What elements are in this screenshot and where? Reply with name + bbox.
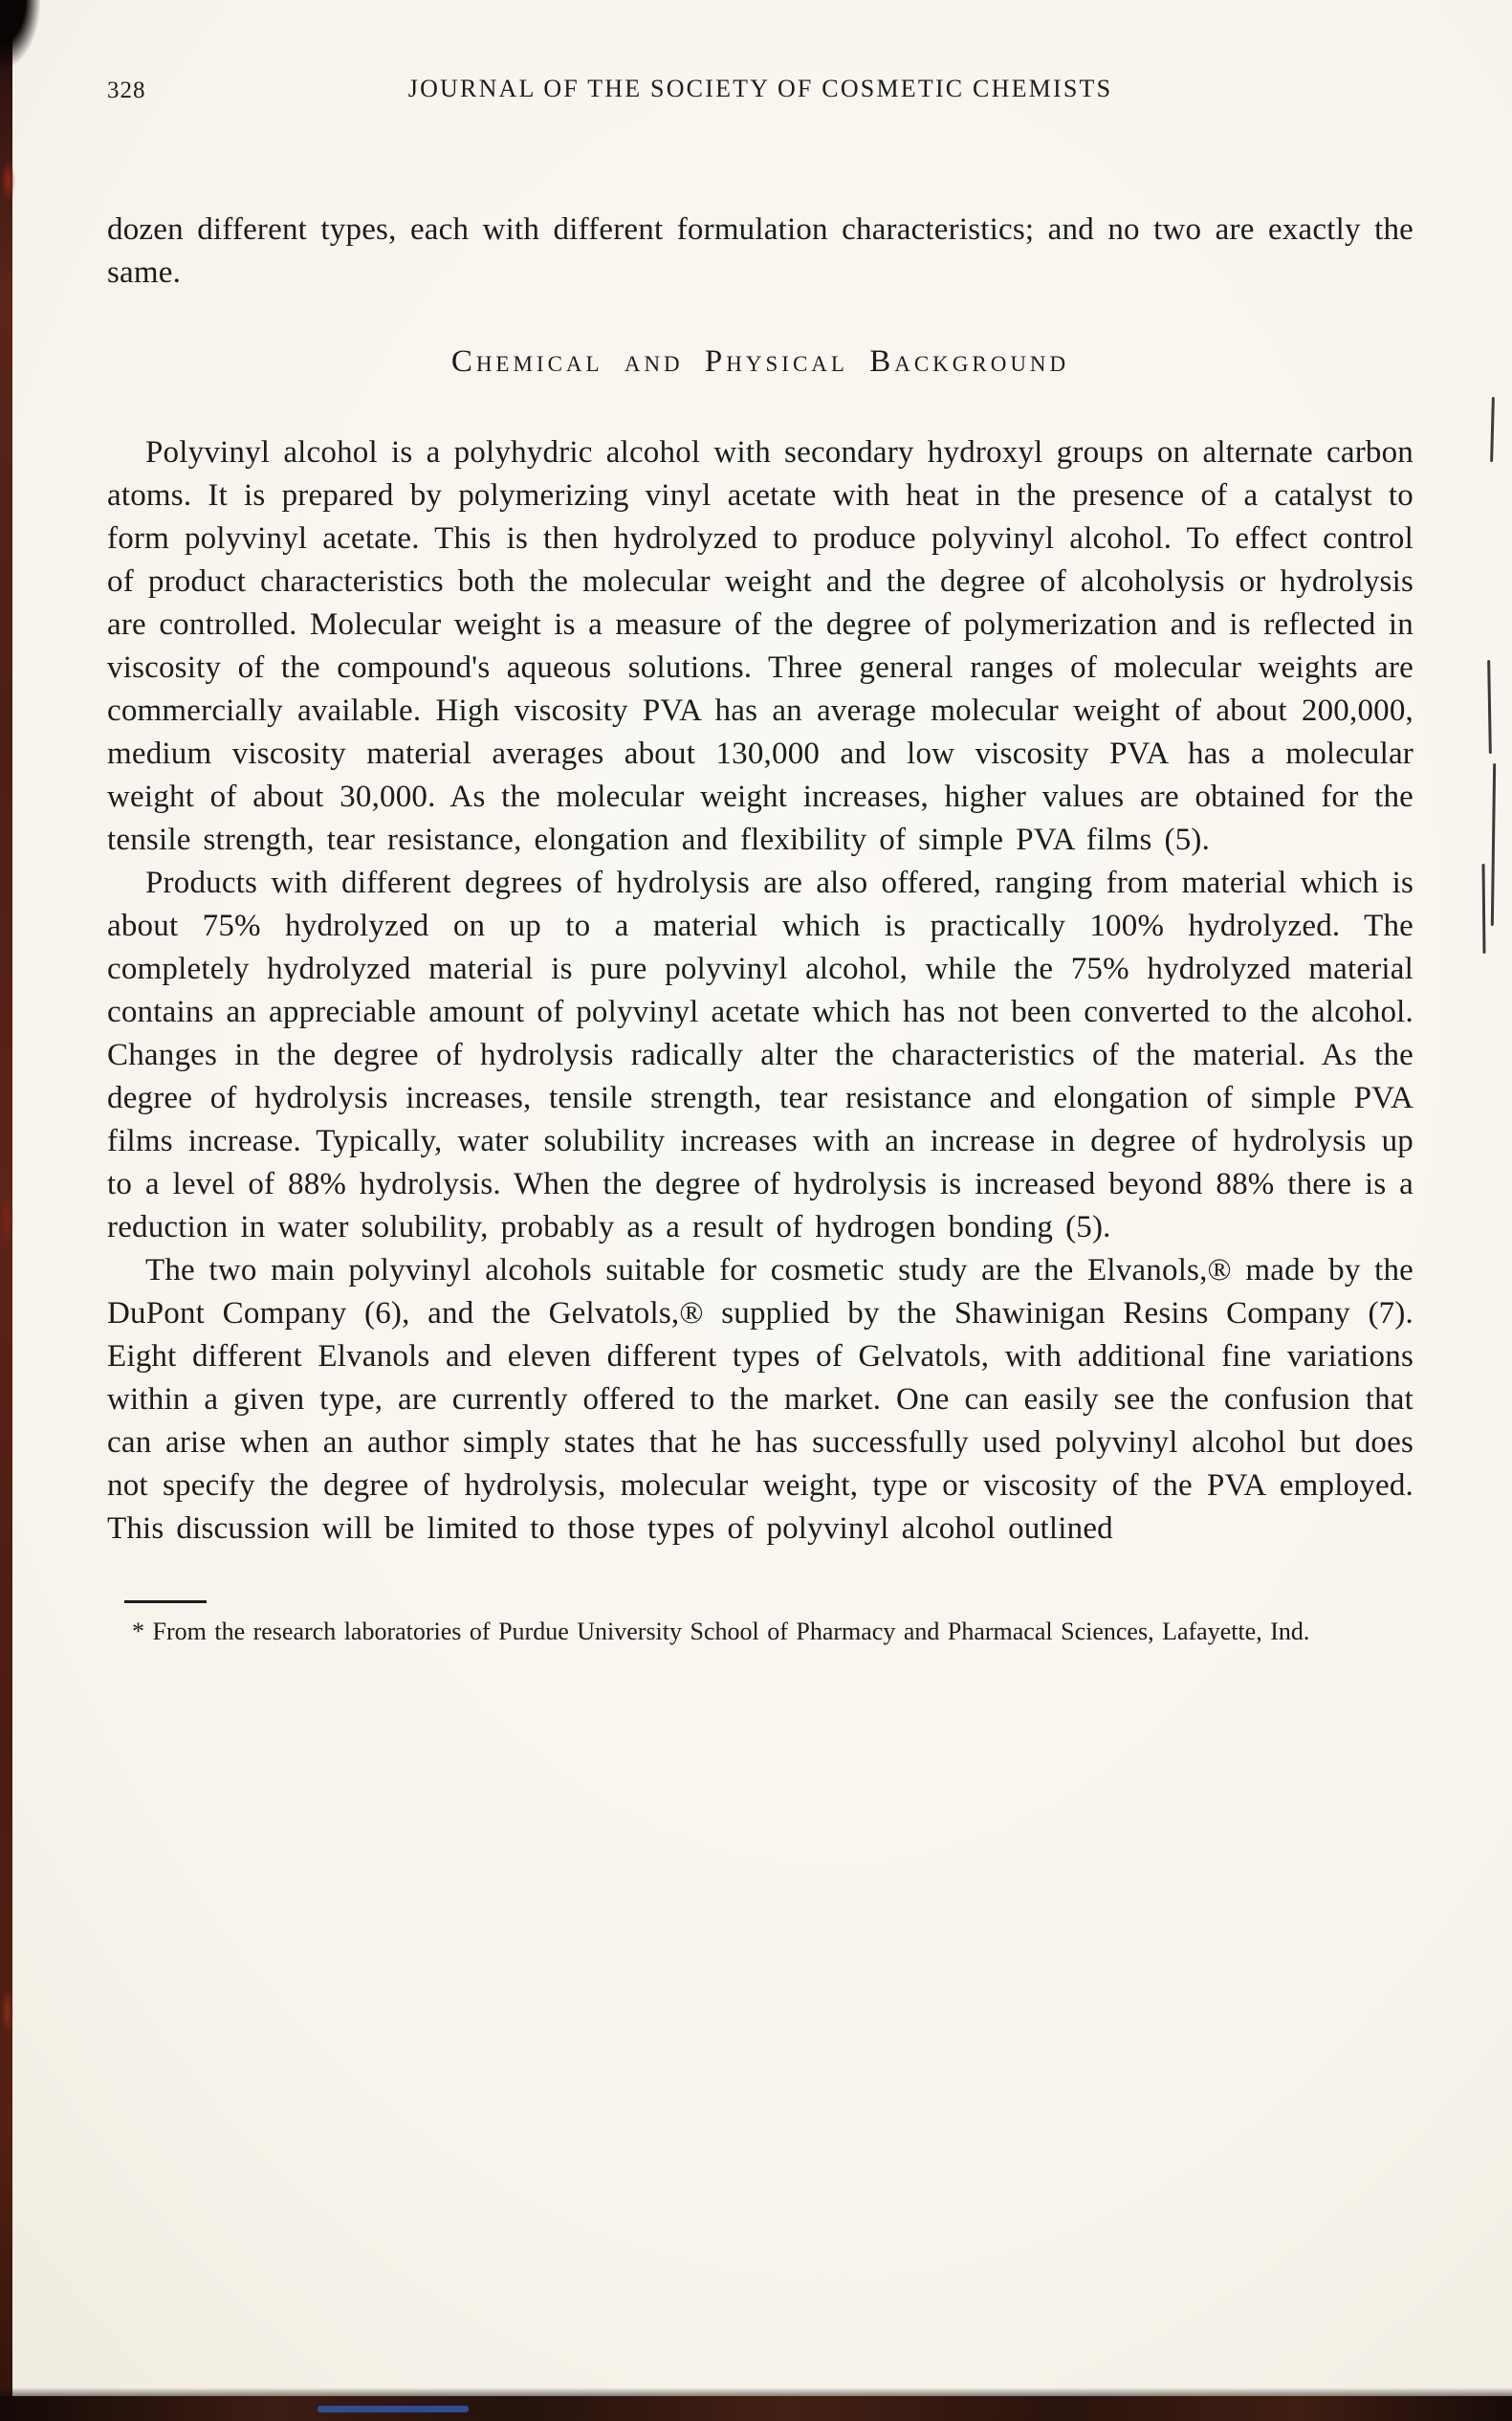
footnote: * From the research laboratories of Purdue University School of Pharmacy and Pharmacal Sciences, Lafayette, Ind. [132,1618,1310,1645]
margin-annotation-mark [1490,397,1495,462]
edge-ink-blot [1,1988,13,2036]
article-body [107,209,1413,1649]
scan-corner-smudge [0,0,40,69]
edge-ink-blot [1,159,15,203]
margin-annotation-mark [1491,763,1496,926]
margin-annotation-mark [1487,660,1492,754]
running-head [107,75,1413,109]
paragraph: The two main polyvinyl alcohols suitable for cosmetic study are the Elvanols,® made by the DuPont Company (6), and the Gelvatols,® supplied by the Shawinigan Resins Company (7). Eight different Elvanols and eleven different types of Gelvatols, with additional fine variations within a given type, are currently offered to the market. One can easily see the confusion that can arise when an author simply states that he has successfully used polyvinyl alcohol but does not specify the degree of hydrolysis, molecular weight, type or viscosity of the PVA employed. This discussion will be limited to those types of polyvinyl alcohol outlined [107,1253,1413,1546]
edge-ink-blot [0,1192,13,1247]
paragraph: Products with different degrees of hydrolysis are also offered, ranging from material which is about 75% hydrolyzed on up to a material which is practically 100% hydrolyzed. The completely hydrolyzed material is pure polyvinyl alcohol, while the 75% hydrolyzed material contains an appreciable amount of polyvinyl acetate which has not been converted to the alcohol. Changes in the degree of hydrolysis radically alter the characteristics of the material. As the degree of hydrolysis increases, tensile strength, tear resistance and elongation of simple PVA films increase. Typically, water solubility increases with an increase in degree of hydrolysis up to a level of 88% hydrolysis. When the degree of hydrolysis is increased beyond 88% there is a reduction in water solubility, probably as a result of hydrogen bonding (5). [107,866,1413,1244]
scan-edge-bottom [0,2396,1512,2421]
footnote-block [107,1600,1413,1649]
section-heading: Chemical and Physical Background [450,344,1070,379]
bottom-blue-pen-mark [318,2406,469,2412]
margin-annotation-mark [1482,864,1486,954]
paragraph: Polyvinyl alcohol is a polyhydric alcohol with secondary hydroxyl groups on alternate carbon atoms. It is prepared by polymerizing vinyl acetate with heat in the presence of a catalyst to form polyvinyl acetate. This is then hydrolyzed to produce polyvinyl alcohol. To effect control of product characteristics both the molecular weight and the degree of alcoholysis or hydrolysis are controlled. Molecular weight is a measure of the degree of polymerization and is reflected in viscosity of the compound's aqueous solutions. Three general ranges of molecular weights are commercially available. High viscosity PVA has an average molecular weight of about 200,000, medium viscosity material averages about 130,000 and low viscosity PVA has a molecular weight of about 30,000. As the molecular weight increases, higher values are obtained for the tensile strength, tear resistance, elongation and flexibility of simple PVA films (5). [107,435,1413,857]
page-number: 328 [107,77,146,103]
journal-title: JOURNAL OF THE SOCIETY OF COSMETIC CHEMISTS [407,75,1113,102]
paragraph-continuation: dozen different types, each with different formulation characteristics; and no two are exactly the same. [107,212,1413,290]
footnote-rule [124,1600,207,1603]
